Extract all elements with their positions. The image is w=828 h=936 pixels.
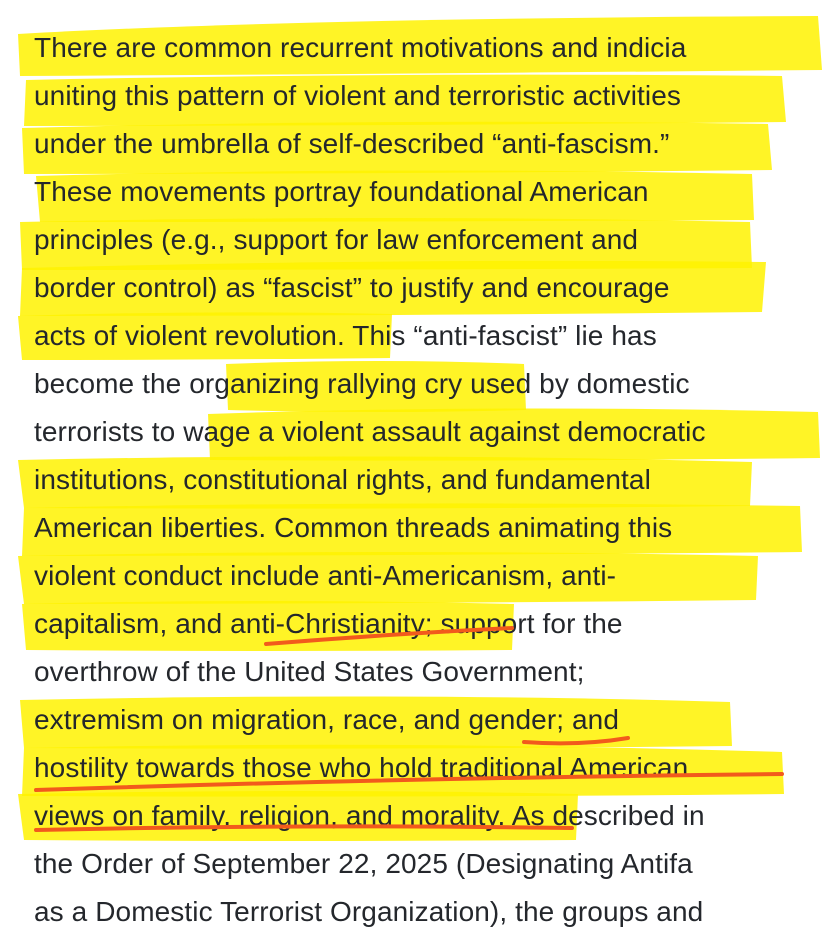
text-line: the Order of September 22, 2025 (Designating Antifa <box>34 848 693 879</box>
text-line: American liberties. Common threads animating this <box>34 512 673 543</box>
text-line: violent conduct include anti-Americanism, anti- <box>34 560 617 591</box>
text-line: capitalism, and anti-Christianity; support for the <box>34 608 623 639</box>
text-line: These movements portray foundational American <box>34 176 649 207</box>
text-line: hostility towards those who hold traditional American <box>34 752 689 783</box>
text-line: uniting this pattern of violent and terroristic activities <box>34 80 681 111</box>
text-line: extremism on migration, race, and gender; and <box>34 704 620 735</box>
text-line: border control) as “fascist” to justify and encourage <box>34 272 670 303</box>
text-line: institutions, constitutional rights, and fundamental <box>34 464 651 495</box>
text-line: acts of violent revolution. This “anti-fascist” lie has <box>34 320 657 351</box>
text-line: as a Domestic Terrorist Organization), the groups and <box>34 896 704 927</box>
text-line: views on family, religion, and morality. As described in <box>34 800 705 831</box>
text-line: become the organizing rallying cry used by domestic <box>34 368 690 399</box>
text-line: There are common recurrent motivations and indicia <box>34 32 687 63</box>
text-line: principles (e.g., support for law enforcement and <box>34 224 639 255</box>
text-line: terrorists to wage a violent assault against democratic <box>34 416 706 447</box>
text-line: under the umbrella of self-described “anti-fascism.” <box>34 128 670 159</box>
document-paragraph <box>34 24 814 936</box>
text-line: overthrow of the United States Government; <box>34 656 585 687</box>
